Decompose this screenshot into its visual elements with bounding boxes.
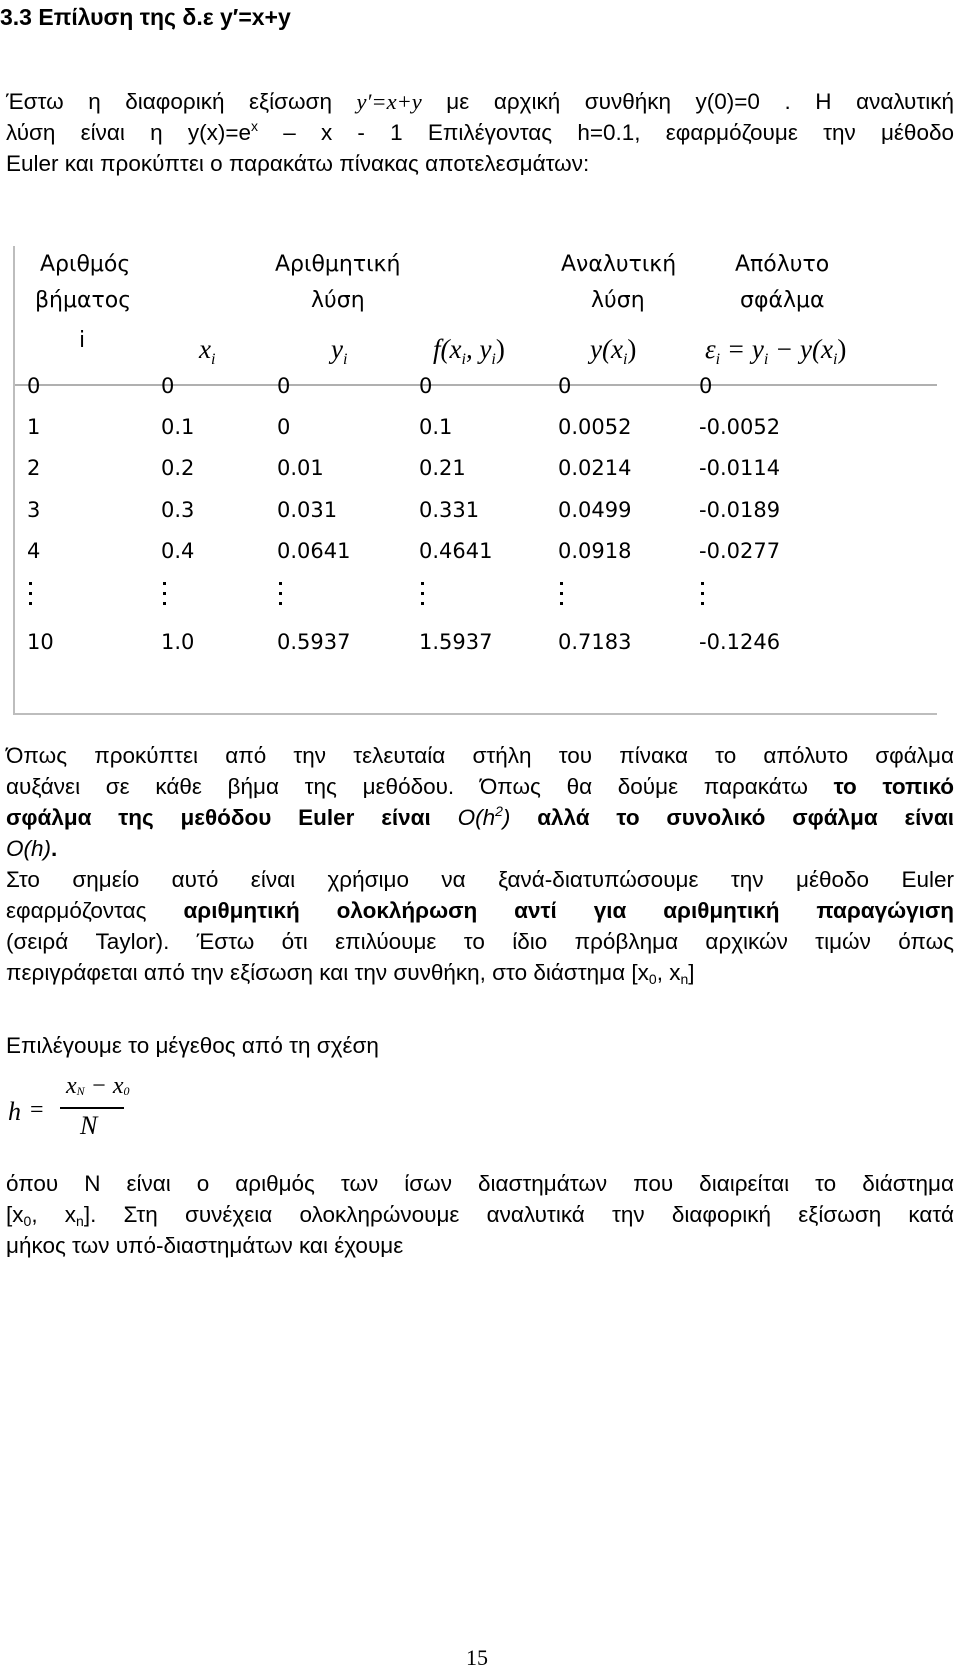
table-cell: 0.0499 <box>558 498 632 522</box>
header-error-symbol: $\varepsilon_i = y_i - y(x_i)$ <box>705 334 847 368</box>
subinterval-line-2: [$x_0$, $x_n$]. Στη συνέχεια ολοκληρώνουμε αναλυτικά την διαφορική εξίσωση κατά <box>6 1202 954 1229</box>
step-size-intro <box>6 1030 954 1061</box>
table-cell: 0.7183 <box>558 630 632 654</box>
ellipsis-dots <box>421 582 425 612</box>
table-cell: 0 <box>27 374 41 398</box>
step-size-line: Επιλέγουμε το μέγεθος από τη σχέση <box>6 1033 379 1058</box>
ellipsis-dots <box>701 582 705 612</box>
intro-paragraph <box>6 86 954 179</box>
table-cell: 0 <box>161 374 175 398</box>
table-cell: 2 <box>27 456 41 480</box>
table-cell: 4 <box>27 539 41 563</box>
table-cell: 0.3 <box>161 498 195 522</box>
subinterval-line-1: όπου N είναι ο αριθμός των ίσων διαστημάτων που διαιρείται το διάστημα <box>6 1171 954 1196</box>
equation-denominator: N <box>80 1111 98 1140</box>
table-cell: 0.1 <box>161 415 195 439</box>
table-cell: 0.0918 <box>558 539 632 563</box>
subinterval-line-3: μήκος των υπό-διαστημάτων και έχουμε <box>6 1233 404 1258</box>
table-cell: 1.0 <box>161 630 195 654</box>
error-line-4: O(h). <box>6 836 58 861</box>
integration-paragraph <box>6 864 954 988</box>
table-cell: 0.031 <box>277 498 338 522</box>
table-cell: 0.5937 <box>277 630 351 654</box>
table-cell: 0.0214 <box>558 456 632 480</box>
integration-line-4: περιγράφεται από την εξίσωση και την συνθήκη, στο διάστημα [$x_0$, $x_n$] <box>6 960 695 987</box>
table-cell: -0.1246 <box>699 630 781 654</box>
table-cell: 0.4 <box>161 539 195 563</box>
table-cell: 0.1 <box>419 415 453 439</box>
fraction-bar <box>60 1107 124 1109</box>
header-divider <box>15 384 937 386</box>
header-numeric-line1: Αριθμητική <box>275 252 401 277</box>
table-cell: 0.21 <box>419 456 466 480</box>
ellipsis-dots <box>560 582 564 612</box>
header-step-index: i <box>79 328 86 353</box>
table-cell: 10 <box>27 630 54 654</box>
subinterval-paragraph <box>6 1168 954 1261</box>
section-heading: 3.3 Επίλυση της δ.ε y′=x+y <box>0 4 291 30</box>
header-numeric-line2: λύση <box>311 288 365 313</box>
header-error-line2: σφάλμα <box>740 288 825 313</box>
table-cell: 3 <box>27 498 41 522</box>
intro-line-3: Euler και προκύπτει ο παρακάτω πίνακας αποτελεσμάτων: <box>6 151 590 176</box>
intro-line-2: λύση είναι η $y(x)=e^x - x - 1$ Επιλέγοντας h=0.1, εφαρμόζουμε την μέθοδο <box>6 118 954 145</box>
header-analytic-line1: Αναλυτική <box>561 252 677 277</box>
header-xi-symbol: $x_i$ <box>199 334 216 368</box>
table-cell: 0 <box>699 374 713 398</box>
header-step-line1: Αριθμός <box>40 252 131 277</box>
table-cell: 1.5937 <box>419 630 493 654</box>
table-cell: 0 <box>419 374 433 398</box>
error-paragraph <box>6 740 954 864</box>
page-number: 15 <box>466 1645 488 1670</box>
step-size-equation <box>6 1075 166 1155</box>
table-cell: 0 <box>558 374 572 398</box>
error-line-2: αυξάνει σε κάθε βήμα της μεθόδου. Όπως θα δούμε παρακάτω το τοπικό <box>6 774 954 799</box>
ellipsis-dots <box>29 582 33 612</box>
header-step-line2: βήματος <box>35 288 132 313</box>
table-cell: 0.01 <box>277 456 324 480</box>
equation-equals: = <box>30 1097 44 1123</box>
equation-numerator: $x_N - x_0$ <box>66 1073 130 1099</box>
table-cell: 0 <box>277 374 291 398</box>
integration-line-2: εφαρμόζοντας αριθμητική ολοκλήρωση αντί για αριθμητική παραγώγιση <box>6 898 954 923</box>
integration-line-3: (σειρά Taylor). Έστω ότι επιλύουμε το ίδιο πρόβλημα αρχικών τιμών όπως <box>6 929 954 954</box>
integration-line-1: Στο σημείο αυτό είναι χρήσιμο να ξανά-διατυπώσουμε την μέθοδο Euler <box>6 867 954 892</box>
table-cell: 1 <box>27 415 41 439</box>
table-cell: 0 <box>277 415 291 439</box>
equation-lhs: h <box>8 1097 21 1126</box>
header-error-line1: Απόλυτο <box>735 252 830 277</box>
table-cell: 0.0641 <box>277 539 351 563</box>
table-cell: 0.2 <box>161 456 195 480</box>
error-line-1: Όπως προκύπτει από την τελευταία στήλη του πίνακα το απόλυτο σφάλμα <box>6 743 954 768</box>
table-cell: -0.0277 <box>699 539 781 563</box>
header-yx-symbol: $y(x_i)$ <box>590 334 637 368</box>
euler-results-table <box>13 246 937 715</box>
ellipsis-dots <box>163 582 167 612</box>
header-yi-symbol: $y_i$ <box>331 334 348 368</box>
intro-line-1: Έστω η διαφορική εξίσωση y′=x+y με αρχική συνθήκη y(0)=0 . Η αναλυτική <box>6 89 955 114</box>
header-analytic-line2: λύση <box>591 288 645 313</box>
table-cell: -0.0114 <box>699 456 781 480</box>
table-cell: -0.0052 <box>699 415 781 439</box>
table-cell: 0.0052 <box>558 415 632 439</box>
header-f-symbol: $f(x_i$, $y_i$) <box>433 334 505 368</box>
table-cell: 0.4641 <box>419 539 493 563</box>
error-line-3: σφάλμα της μεθόδου Euler είναι $O(h^2)$ αλλά το συνολικό σφάλμα είναι <box>6 803 954 830</box>
table-cell: 0.331 <box>419 498 480 522</box>
table-cell: -0.0189 <box>699 498 781 522</box>
ellipsis-dots <box>279 582 283 612</box>
